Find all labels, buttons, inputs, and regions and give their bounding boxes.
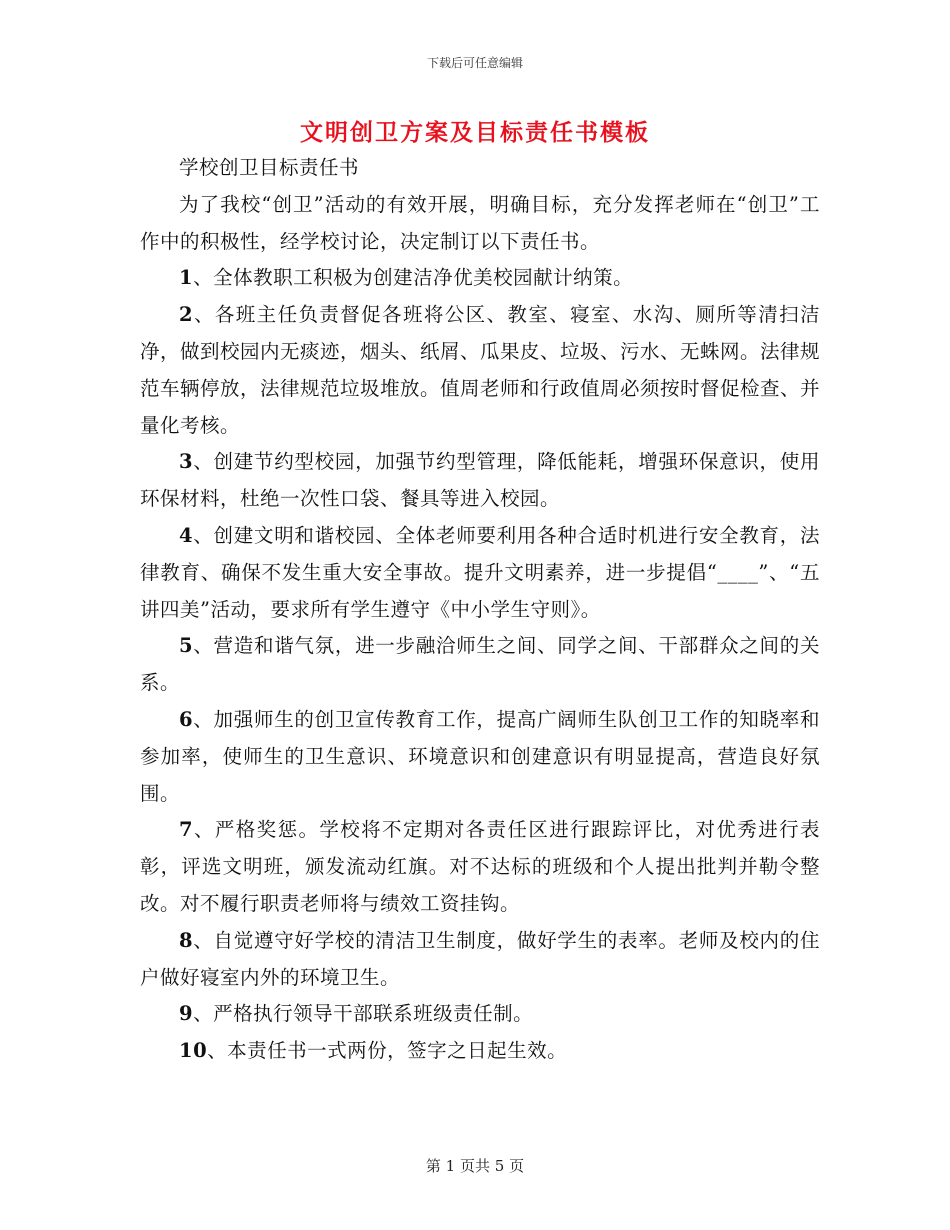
list-item <box>140 297 820 444</box>
item-text: 、全体教职工积极为创建洁净优美校园献计纳策。 <box>193 266 634 290</box>
item-text: 、创建节约型校园，加强节约型管理，降低能耗，增强环保意识，使用环保材料，杜绝一次性口袋、餐具等进入校园。 <box>140 450 820 511</box>
item-number: 10 <box>179 1039 208 1063</box>
list-item <box>140 444 820 518</box>
item-number: 3 <box>179 450 194 474</box>
list-item <box>140 812 820 922</box>
item-number: 9 <box>179 1002 194 1026</box>
list-item <box>140 702 820 812</box>
list-item <box>140 628 820 702</box>
item-text: 、本责任书一式两份，签字之日起生效。 <box>207 1039 568 1063</box>
list-item <box>140 923 820 997</box>
list-item <box>140 518 820 628</box>
list-item <box>140 260 820 297</box>
page-header: 下载后可任意编辑 <box>426 56 523 70</box>
item-number: 1 <box>179 266 194 290</box>
item-number: 7 <box>179 818 194 842</box>
item-text: 、严格执行领导干部联系班级责任制。 <box>193 1002 534 1026</box>
item-number: 5 <box>179 634 194 658</box>
item-text: 、严格奖惩。学校将不定期对各责任区进行跟踪评比，对优秀进行表彰，评选文明班，颁发流动红旗。对不达标的班级和个人提出批判并勒令整改。对不履行职责老师将与绩效工资挂钩。 <box>140 818 820 915</box>
item-number: 6 <box>179 707 194 731</box>
item-text: 、自觉遵守好学校的清洁卫生制度，做好学生的表率。老师及校内的住户做好寝室内外的环境卫生。 <box>140 928 820 989</box>
list-item <box>140 996 820 1033</box>
item-number: 2 <box>179 303 194 327</box>
item-number: 4 <box>179 523 194 547</box>
intro-paragraph: 为了我校“创卫”活动的有效开展，明确目标，充分发挥老师在“创卫”工作中的积极性，经学校讨论，决定制订以下责任书。 <box>140 192 820 253</box>
item-text: 、营造和谐气氛，进一步融洽师生之间、同学之间、干部群众之间的关系。 <box>140 634 820 695</box>
document-body <box>140 150 820 1070</box>
document-title: 文明创卫方案及目标责任书模板 <box>300 119 650 146</box>
item-number: 8 <box>179 928 194 952</box>
list-item <box>140 1033 820 1070</box>
item-text: 、创建文明和谐校园、全体老师要利用各种合适时机进行安全教育，法律教育、确保不发生重大安全事故。提升文明素养，进一步提倡“____”、“五讲四美”活动，要求所有学生遵守《中小学生守则》。 <box>140 523 820 621</box>
section-subtitle: 学校创卫目标责任书 <box>179 156 360 179</box>
item-text: 、各班主任负责督促各班将公区、教室、寝室、水沟、厕所等清扫洁净，做到校园内无痰迹，烟头、纸屑、瓜果皮、垃圾、污水、无蛛网。法律规范车辆停放，法律规范垃圾堆放。值周老师和行政值周必须按时督促检查、并量化考核。 <box>140 303 821 437</box>
item-text: 、加强师生的创卫宣传教育工作，提高广阔师生队创卫工作的知晓率和参加率，使师生的卫生意识、环境意识和创建意识有明显提高，营造良好氛围。 <box>140 707 820 805</box>
page-footer: 第 1 页共 5 页 <box>425 1157 525 1175</box>
